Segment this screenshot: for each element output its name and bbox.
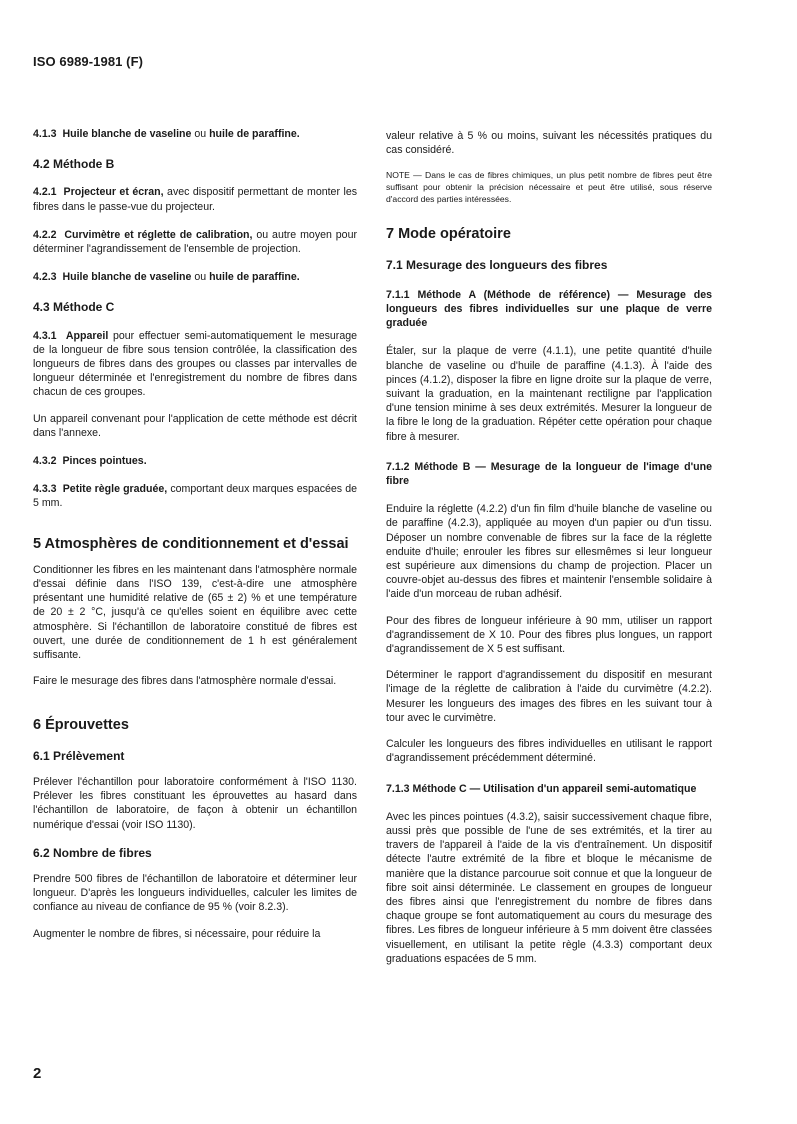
- paragraph-7-1-2b: Pour des fibres de longueur inférieure à 90 mm, utiliser un rapport d'agrandissement de X 10. Pour des fibres plus longues, un rapport d'agrandissement de X 5 est suffisant.: [386, 614, 712, 656]
- paragraph-6-2c: valeur relative à 5 % ou moins, suivant les nécessités pratiques du cas considéré.: [386, 130, 712, 157]
- heading-4-2: 4.2 Méthode B: [33, 157, 115, 172]
- paragraph-7-1-3: Avec les pinces pointues (4.3.2), saisir successivement chaque fibre, aussi près que possible de l'une de ses extrémités, et la tirer au travers de l'appareil à l'aide de la vis d'entraînement. Un dispositif détecte l'autre extrémité de la fibre et bloque le mécanisme de manière que la distance parcourue soit connue et que la longueur de fibre soit ainsi déterminée. Le classement en groupes de longueur des fibres ainsi que l'enregistrement du nombre de fibres dans chaque groupe se font automatiquement au cours du mesurage des fibres. Les fibres de longueur inférieure à 5 mm doivent être classées visuellement, en utilisant la petite règle (4.3.3) comportant deux graduations espacées de 5 mm.: [386, 810, 712, 965]
- paragraph-6-1: Prélever l'échantillon pour laboratoire conformément à l'ISO 1130. Prélever les fibres constituant les éprouvettes au hasard dans l'échantillon de laboratoire, de façon à obtenir un échantillon numérique d'essai (voir ISO 1130).: [33, 775, 357, 831]
- paragraph-6-2b: Augmenter le nombre de fibres, si nécessaire, pour réduire la: [33, 927, 321, 940]
- clause-4-3-2: 4.3.2 Pinces pointues.: [33, 455, 147, 468]
- heading-7-1: 7.1 Mesurage des longueurs des fibres: [386, 257, 608, 272]
- clause-4-2-1: 4.2.1 Projecteur et écran, avec dispositif permettant de monter les fibres dans le passe-vue du projecteur.: [33, 186, 358, 213]
- heading-6-2: 6.2 Nombre de fibres: [33, 845, 152, 860]
- clause-4-2-2: 4.2.2 Curvimètre et réglette de calibration, ou autre moyen pour déterminer l'agrandissement de l'ensemble de projection.: [33, 228, 357, 256]
- right-column: [386, 129, 712, 966]
- paragraph-7-1-2d: Calculer les longueurs des fibres individuelles en utilisant le rapport d'agrandissement précédemment déterminé.: [386, 738, 712, 765]
- clause-4-1-3: 4.1.3 Huile blanche de vaseline ou huile de paraffine.: [33, 128, 300, 140]
- heading-6: 6 Éprouvettes: [33, 717, 129, 734]
- paragraph-7-1-2c: Déterminer le rapport d'agrandissement du dispositif en mesurant l'image de la réglette de calibration à l'aide du curvimètre (4.2.2). Mesurer les longueurs des images des fibres en les suivant tour à tour avec le curvimètre.: [386, 669, 712, 724]
- heading-7-1-2: 7.1.2 Méthode B — Mesurage de la longueur de l'image d'une fibre: [386, 460, 712, 488]
- heading-7: 7 Mode opératoire: [386, 226, 511, 243]
- heading-7-1-3: 7.1.3 Méthode C — Utilisation d'un appareil semi-automatique: [386, 782, 697, 795]
- clause-4-3-3: 4.3.3 Petite règle graduée, comportant deux marques espacées de 5 mm.: [33, 483, 357, 510]
- document-header: ISO 6989-1981 (F): [33, 54, 144, 69]
- heading-5: 5 Atmosphères de conditionnement et d'essai: [33, 535, 349, 552]
- left-column: [33, 127, 357, 941]
- page-number: 2: [33, 1065, 42, 1082]
- paragraph-5b: Faire le mesurage des fibres dans l'atmosphère normale d'essai.: [33, 675, 337, 688]
- paragraph-7-1-1: Étaler, sur la plaque de verre (4.1.1), une petite quantité d'huile blanche de vaseline ou d'huile de paraffine (4.1.3). À l'aide des pinces (4.1.2), disposer la fibre en ligne droite sur la plaque de verre, suivant la graduation, en la maintenant rectiligne par l'application d'une tension minime à ses deux extrémités. Mesurer la longueur de la fibre le long de la graduation. Répéter cette opération pour chaque fibre à mesurer.: [386, 345, 712, 443]
- paragraph-7-1-2a: Enduire la réglette (4.2.2) d'un fin film d'huile blanche de vaseline ou de paraffine (4.2.3), appliquée au moyen d'un papier ou d'un tissu. Déposer un nombre convenable de fibres sur la face de la réglette enduite d'huile; enrouler les fibres sur ellesmêmes si leur longueur est supérieure aux dimensions du champ de projection. Placer un couvre-objet au-dessus des fibres et maintenir l'ensemble solidaire à l'aide d'un morceau de ruban adhésif.: [386, 503, 712, 601]
- heading-7-1-1: 7.1.1 Méthode A (Méthode de référence) — Mesurage des longueurs des fibres individuelles sur une plaque de verre graduée: [386, 288, 712, 330]
- heading-4-3: 4.3 Méthode C: [33, 300, 115, 315]
- clause-4-3-1: 4.3.1 Appareil pour effectuer semi-automatiquement le mesurage de la longueur de fibre sous tension contrôlée, la classification des longueurs de fibres dans des groupes ou classes par intervalles de longueur déterminée et l'enregistrement du nombre de fibres dans chacun de ces groupes.: [33, 329, 357, 399]
- heading-6-1: 6.1 Prélèvement: [33, 748, 125, 763]
- paragraph-6-2a: Prendre 500 fibres de l'échantillon de laboratoire et déterminer leur longueur. D'après les longueurs individuelles, calculer les limites de confiance au niveau de confiance de 95 % (voir 8.2.3).: [33, 872, 357, 914]
- paragraph-annex: Un appareil convenant pour l'application de cette méthode est décrit dans l'annexe.: [33, 412, 357, 439]
- note: NOTE — Dans le cas de fibres chimiques, un plus petit nombre de fibres peut être suffisant pour obtenir la précision nécessaire et peut être utilisé, sous réserve d'accord des parties intéressées.: [386, 170, 712, 205]
- paragraph-5a: Conditionner les fibres en les maintenant dans l'atmosphère normale d'essai définie dans l'ISO 139, c'est-à-dire une atmosphère présentant une humidité relative de (65 ± 2) % et une température de 20 ± 2 °C, jusqu'à ce qu'elles soient en équilibre avec cette atmosphère. Si l'échantillon de laboratoire constitué de fibres est ouvert, une durée de conditionnement de 1 h est généralement suffisante.: [33, 563, 357, 662]
- clause-4-2-3: 4.2.3 Huile blanche de vaseline ou huile de paraffine.: [33, 271, 300, 284]
